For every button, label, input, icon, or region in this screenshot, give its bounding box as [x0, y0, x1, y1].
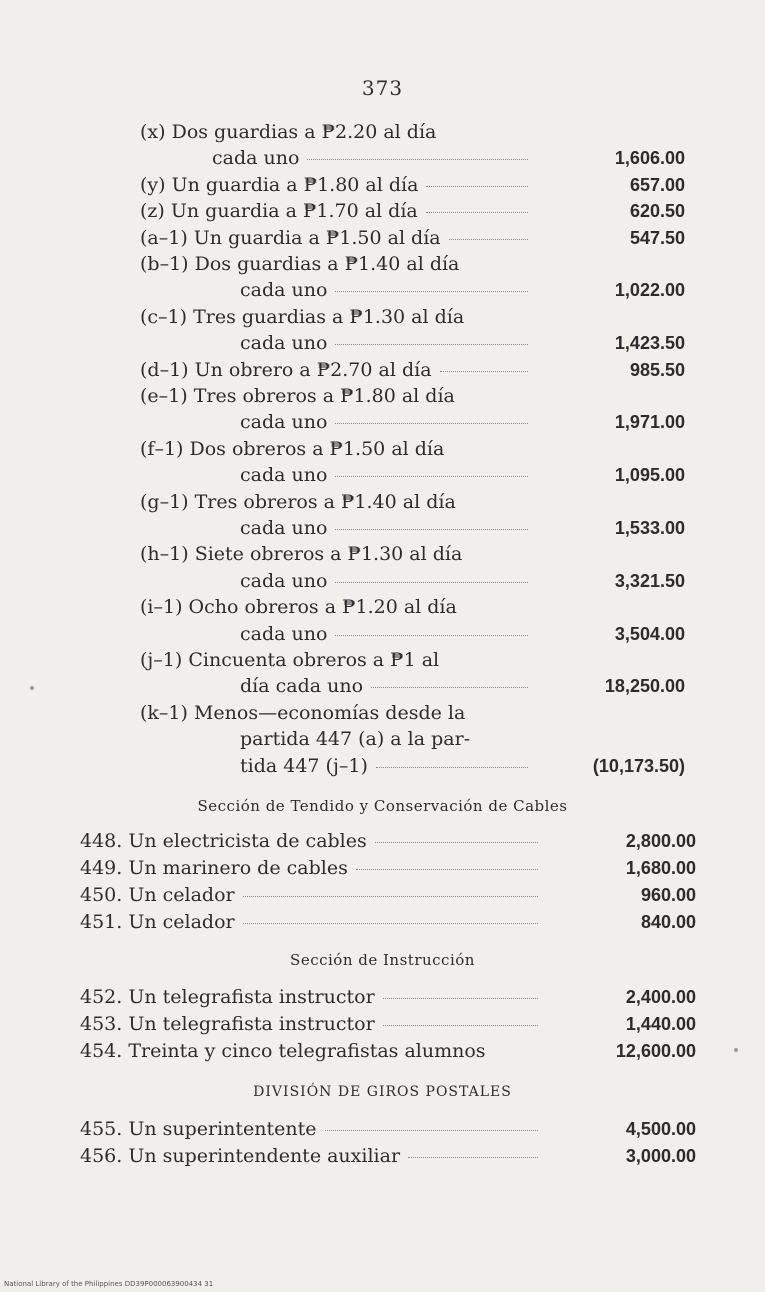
- line-text: [140, 303, 464, 331]
- amount: 840.00: [640, 912, 696, 932]
- entry-h1-line: [0, 540, 765, 568]
- entry-d1-line: [0, 356, 765, 384]
- item-line: [0, 1037, 765, 1065]
- line-text: [240, 408, 528, 436]
- leader-dots: [243, 919, 538, 924]
- line-text: [80, 908, 538, 936]
- line-label: cada uno: [240, 279, 328, 302]
- line-text: [140, 646, 439, 674]
- leader-dots: [371, 683, 528, 688]
- line-text: [240, 567, 528, 595]
- leader-dots: [335, 578, 528, 583]
- item-line: [0, 1142, 765, 1170]
- leader-dots: [449, 235, 528, 240]
- entry-i1-line: [0, 593, 765, 621]
- entry-k1-line: [0, 725, 765, 753]
- entry-f1-line: [0, 461, 765, 489]
- entry-a1-line: [0, 224, 765, 252]
- entry-g1-line: [0, 488, 765, 516]
- leader-dots: [383, 1021, 538, 1026]
- line-label: (k–1) Menos—economías desde la: [140, 701, 466, 724]
- leader-dots: [335, 340, 528, 345]
- amount: 1,971.00: [614, 412, 685, 433]
- amount: 4,500.00: [625, 1119, 696, 1139]
- line-text: [140, 224, 528, 252]
- line-label: (x) Dos guardias a ₱2.20 al día: [140, 121, 437, 143]
- entry-e1-line: [0, 408, 765, 436]
- page-number: 373: [361, 76, 404, 100]
- leader-dots: [307, 155, 528, 160]
- entry-j1-line: [0, 646, 765, 674]
- amount: 2,400.00: [625, 987, 696, 1007]
- line-text: [80, 854, 538, 882]
- entry-y-line: [0, 171, 765, 199]
- line-label: cada uno: [240, 411, 328, 434]
- entry-k1-line: [0, 752, 765, 780]
- entry-g1-line: [0, 514, 765, 542]
- amount: 2,800.00: [625, 831, 696, 851]
- line-label: 449. Un marinero de cables: [80, 857, 348, 879]
- line-label: 455. Un superintentente: [80, 1118, 317, 1140]
- line-label: (y) Un guardia a ₱1.80 al día: [140, 173, 419, 196]
- section-heading: Sección de Tendido y Conservación de Cables: [197, 797, 568, 815]
- amount: 657.00: [629, 174, 685, 195]
- line-text: [140, 197, 528, 225]
- leader-dots: [335, 419, 528, 424]
- line-label: (j–1) Cincuenta obreros a ₱1 al: [140, 649, 440, 671]
- amount: 1,440.00: [625, 1014, 696, 1034]
- leader-dots: [375, 838, 538, 843]
- entry-h1-line: [0, 567, 765, 595]
- leader-dots: [335, 631, 528, 636]
- leader-dots: [335, 287, 528, 292]
- amount: 12,600.00: [615, 1041, 696, 1061]
- line-text: [140, 699, 465, 727]
- line-label: (f–1) Dos obreros a ₱1.50 al día: [140, 437, 445, 460]
- section-heading: DIVISIÓN DE GIROS POSTALES: [253, 1084, 512, 1100]
- leader-dots: [440, 367, 528, 372]
- amount: (10,173.50): [592, 755, 685, 776]
- line-label: día cada uno: [240, 675, 364, 698]
- amount: 547.50: [629, 227, 685, 248]
- scan-speck: [734, 1048, 738, 1052]
- line-text: [240, 725, 470, 753]
- line-label: cada uno: [240, 332, 328, 355]
- entry-x-line: [0, 118, 765, 146]
- line-label: (z) Un guardia a ₱1.70 al día: [140, 200, 418, 223]
- line-text: [240, 752, 528, 780]
- amount: 1,095.00: [614, 465, 685, 486]
- line-text: [212, 144, 528, 172]
- entry-b1-line: [0, 250, 765, 278]
- entry-z-line: [0, 197, 765, 225]
- line-text: [240, 276, 528, 304]
- entry-b1-line: [0, 276, 765, 304]
- leader-dots: [356, 865, 538, 870]
- amount: 3,504.00: [614, 623, 685, 644]
- line-label: tida 447 (j–1): [240, 754, 368, 777]
- line-text: [80, 881, 538, 909]
- line-label: 453. Un telegrafista instructor: [80, 1013, 375, 1035]
- amount: 18,250.00: [604, 676, 685, 697]
- leader-dots: [426, 208, 528, 213]
- line-label: (g–1) Tres obreros a ₱1.40 al día: [140, 490, 456, 513]
- line-text: [80, 1115, 538, 1143]
- entry-f1-line: [0, 435, 765, 463]
- line-text: [80, 1010, 538, 1038]
- item-line: [0, 983, 765, 1011]
- line-label: cada uno: [240, 464, 328, 487]
- line-text: [80, 983, 538, 1011]
- amount: 985.50: [629, 359, 685, 380]
- line-label: 448. Un electricista de cables: [80, 830, 367, 852]
- amount: 1,022.00: [614, 280, 685, 301]
- entry-k1-line: [0, 699, 765, 727]
- line-label: partida 447 (a) a la par-: [240, 728, 471, 751]
- line-label: (d–1) Un obrero a ₱2.70 al día: [140, 358, 432, 381]
- leader-dots: [408, 1153, 538, 1158]
- entry-e1-line: [0, 382, 765, 410]
- leader-dots: [383, 994, 538, 999]
- leader-dots: [426, 182, 528, 187]
- entry-c1-line: [0, 303, 765, 331]
- item-line: [0, 881, 765, 909]
- line-label: (c–1) Tres guardias a ₱1.30 al día: [140, 305, 465, 328]
- amount: 1,606.00: [614, 148, 685, 169]
- line-text: [140, 171, 528, 199]
- leader-dots: [325, 1126, 538, 1131]
- amount: 620.50: [629, 201, 685, 222]
- leader-dots: [376, 763, 528, 768]
- footer-text: National Library of the Philippines DD39P000063900434 31: [4, 1280, 214, 1288]
- amount: 960.00: [640, 885, 696, 905]
- line-text: [140, 382, 455, 410]
- line-label: cada uno: [240, 517, 328, 539]
- line-text: [140, 435, 444, 463]
- leader-dots: [243, 892, 538, 897]
- line-label: 452. Un telegrafista instructor: [80, 986, 375, 1008]
- line-text: [240, 620, 528, 648]
- line-label: 454. Treinta y cinco telegrafistas alumnos: [80, 1040, 486, 1062]
- amount: 3,000.00: [625, 1146, 696, 1166]
- section-heading: Sección de Instrucción: [290, 951, 475, 969]
- line-text: [240, 672, 528, 700]
- amount: 1,533.00: [614, 518, 685, 538]
- leader-dots: [335, 525, 528, 530]
- amount: 1,680.00: [625, 858, 696, 878]
- line-label: cada uno: [240, 622, 328, 645]
- item-line: [0, 1115, 765, 1143]
- entry-j1-line: [0, 672, 765, 700]
- amount: 3,321.50: [614, 570, 685, 591]
- line-label: 456. Un superintendente auxiliar: [80, 1145, 401, 1167]
- line-text: [140, 356, 528, 384]
- line-label: (e–1) Tres obreros a ₱1.80 al día: [140, 385, 455, 407]
- line-text: [140, 540, 462, 568]
- entry-c1-line: [0, 329, 765, 357]
- item-line: [0, 908, 765, 936]
- line-text: [140, 488, 456, 516]
- entry-x-line: [0, 144, 765, 172]
- line-text: [80, 827, 538, 855]
- line-label: cada uno: [240, 569, 328, 592]
- scan-speck: [30, 686, 34, 690]
- amount: 1,423.50: [614, 333, 685, 354]
- line-text: [80, 1037, 486, 1065]
- line-text: [140, 593, 457, 621]
- line-text: [240, 461, 528, 489]
- item-line: [0, 854, 765, 882]
- line-label: 451. Un celador: [80, 911, 235, 933]
- line-text: [240, 329, 528, 357]
- line-text: [80, 1142, 538, 1170]
- entry-i1-line: [0, 620, 765, 648]
- line-label: 450. Un celador: [80, 884, 235, 906]
- leader-dots: [335, 472, 528, 477]
- line-label: (b–1) Dos guardias a ₱1.40 al día: [140, 253, 460, 275]
- item-line: [0, 1010, 765, 1038]
- line-text: [140, 250, 459, 278]
- item-line: [0, 827, 765, 855]
- line-label: (h–1) Siete obreros a ₱1.30 al día: [140, 543, 463, 566]
- line-label: cada uno: [212, 147, 300, 170]
- line-label: (a–1) Un guardia a ₱1.50 al día: [140, 226, 441, 249]
- line-text: [140, 118, 436, 146]
- line-text: [240, 514, 528, 542]
- line-label: (i–1) Ocho obreros a ₱1.20 al día: [140, 596, 457, 619]
